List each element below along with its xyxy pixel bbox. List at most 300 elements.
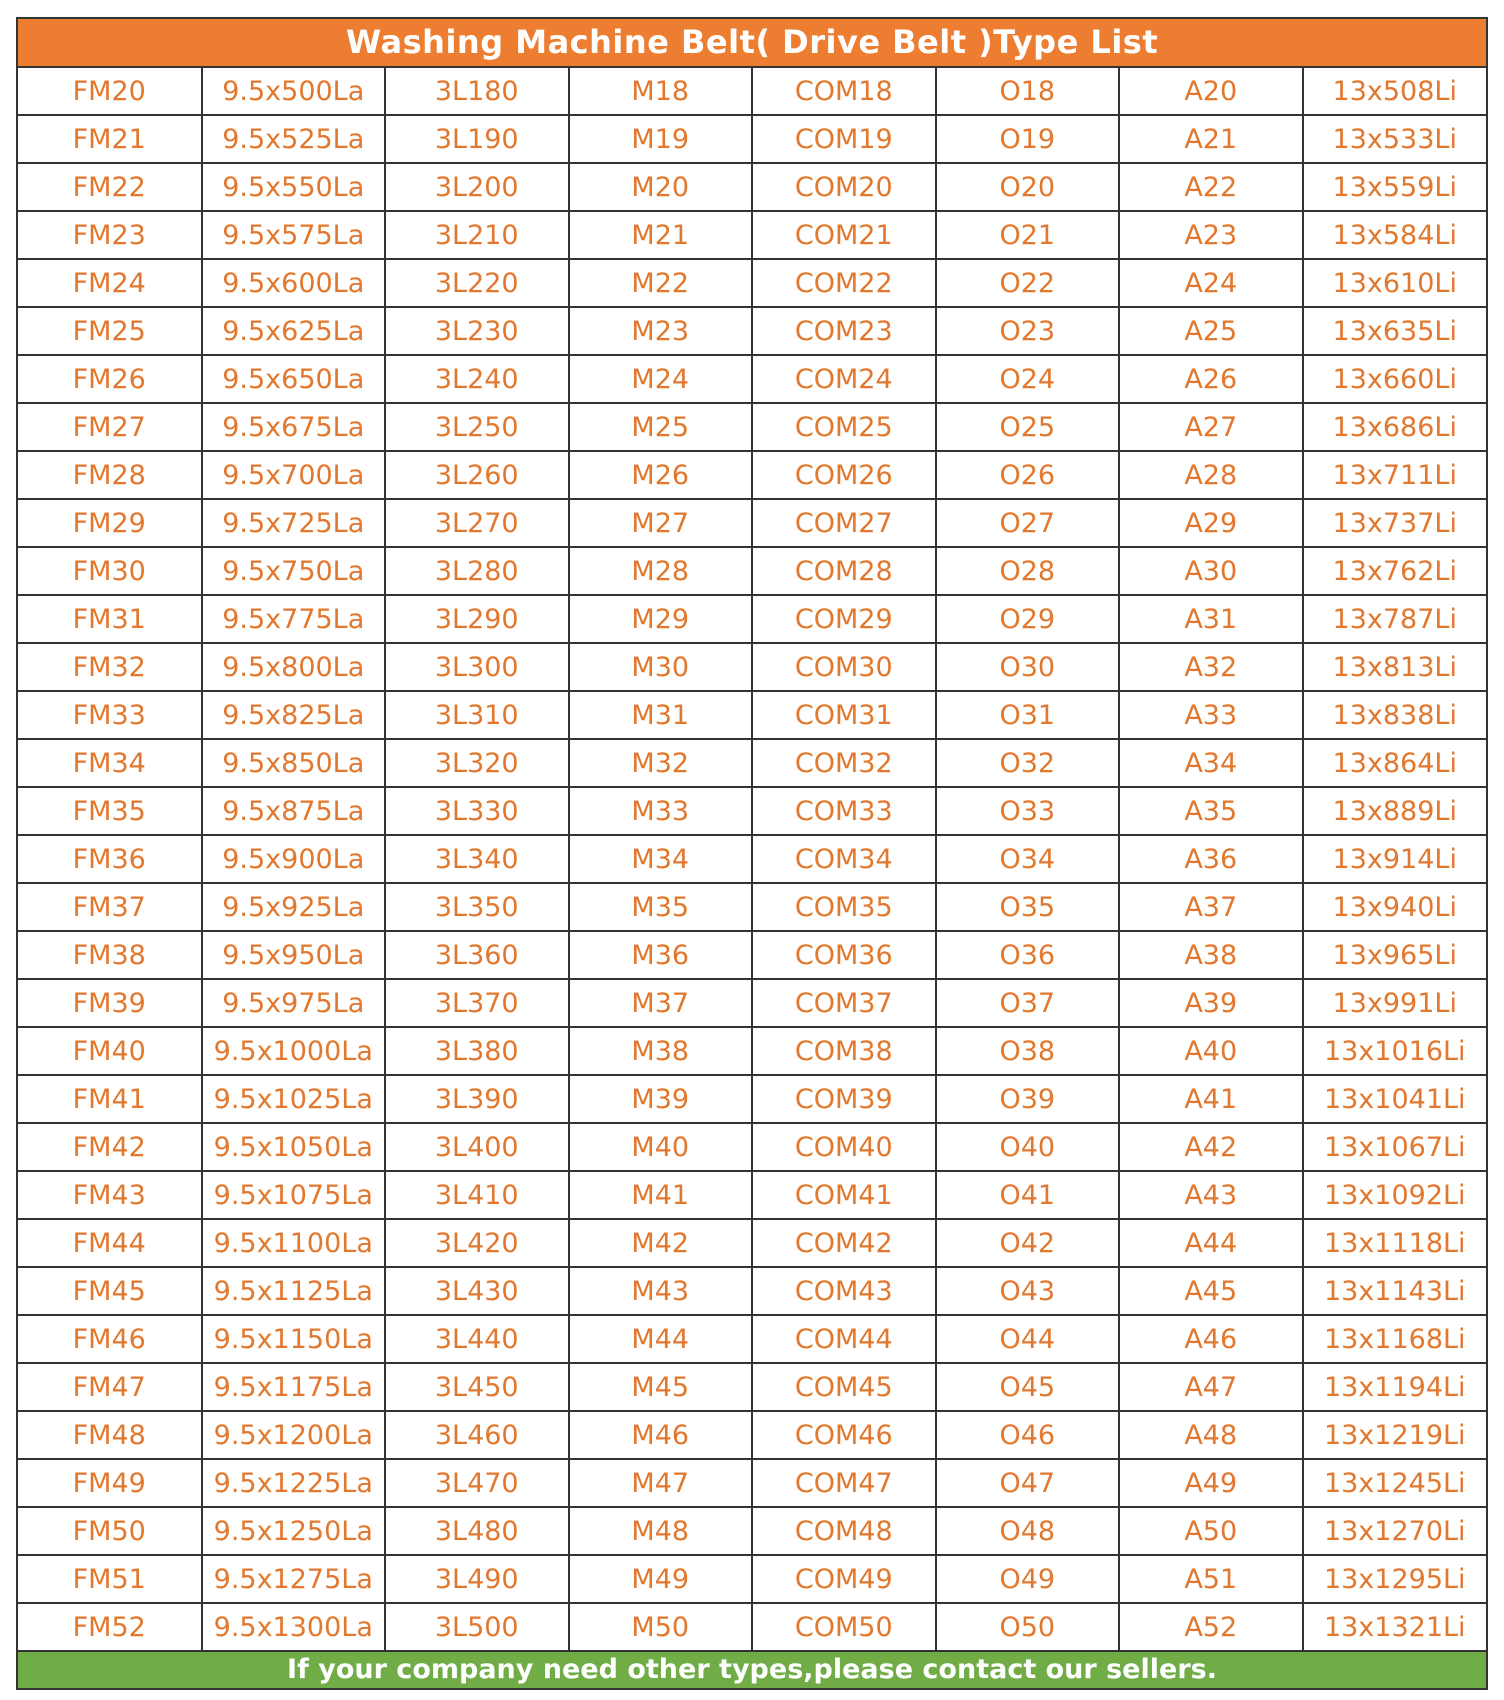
table-cell: 9.5x750La <box>202 547 386 595</box>
table-row <box>18 1603 1486 1650</box>
table-cell: 3L350 <box>385 883 569 931</box>
table-row <box>18 787 1486 835</box>
table-cell: M42 <box>569 1219 753 1267</box>
table-cell: 9.5x1200La <box>202 1411 386 1459</box>
table-cell: FM38 <box>18 931 202 979</box>
table-cell: 13x1194Li <box>1303 1363 1487 1411</box>
table-cell: 13x991Li <box>1303 979 1487 1027</box>
table-cell: O43 <box>936 1267 1120 1315</box>
table-row <box>18 595 1486 643</box>
table-cell: FM36 <box>18 835 202 883</box>
table-cell: 3L460 <box>385 1411 569 1459</box>
table-cell: A36 <box>1119 835 1303 883</box>
table-cell: FM51 <box>18 1555 202 1603</box>
table-cell: 13x1219Li <box>1303 1411 1487 1459</box>
table-cell: 9.5x1250La <box>202 1507 386 1555</box>
table-cell: FM52 <box>18 1603 202 1650</box>
table-cell: 9.5x1175La <box>202 1363 386 1411</box>
table-cell: O23 <box>936 307 1120 355</box>
table-cell: A48 <box>1119 1411 1303 1459</box>
table-row <box>18 1363 1486 1411</box>
table-row <box>18 1507 1486 1555</box>
table-cell: O25 <box>936 403 1120 451</box>
table-cell: O22 <box>936 259 1120 307</box>
table-cell: COM49 <box>752 1555 936 1603</box>
table-cell: 9.5x600La <box>202 259 386 307</box>
table-cell: M39 <box>569 1075 753 1123</box>
table-cell: A46 <box>1119 1315 1303 1363</box>
table-cell: O46 <box>936 1411 1120 1459</box>
table-cell: O34 <box>936 835 1120 883</box>
table-cell: A50 <box>1119 1507 1303 1555</box>
table-cell: FM20 <box>18 68 202 115</box>
table-cell: FM31 <box>18 595 202 643</box>
table-row <box>18 403 1486 451</box>
table-cell: COM37 <box>752 979 936 1027</box>
table-cell: FM43 <box>18 1171 202 1219</box>
table-row <box>18 355 1486 403</box>
table-cell: M38 <box>569 1027 753 1075</box>
table-cell: COM40 <box>752 1123 936 1171</box>
table-cell: 13x889Li <box>1303 787 1487 835</box>
table-cell: O42 <box>936 1219 1120 1267</box>
table-row <box>18 163 1486 211</box>
table-cell: 9.5x950La <box>202 931 386 979</box>
table-cell: O30 <box>936 643 1120 691</box>
table-cell: COM38 <box>752 1027 936 1075</box>
table-cell: 3L250 <box>385 403 569 451</box>
table-cell: 3L260 <box>385 451 569 499</box>
table-cell: 3L430 <box>385 1267 569 1315</box>
table-cell: A51 <box>1119 1555 1303 1603</box>
table-cell: M44 <box>569 1315 753 1363</box>
table-cell: A47 <box>1119 1363 1303 1411</box>
table-cell: O18 <box>936 68 1120 115</box>
table-cell: 13x737Li <box>1303 499 1487 547</box>
table-cell: 9.5x1275La <box>202 1555 386 1603</box>
table-cell: 3L500 <box>385 1603 569 1650</box>
table-cell: 3L360 <box>385 931 569 979</box>
table-cell: O38 <box>936 1027 1120 1075</box>
table-row <box>18 1075 1486 1123</box>
table-cell: M24 <box>569 355 753 403</box>
table-cell: A25 <box>1119 307 1303 355</box>
table-cell: COM33 <box>752 787 936 835</box>
table-cell: 9.5x1075La <box>202 1171 386 1219</box>
belt-type-list-sheet <box>16 17 1488 1690</box>
table-row <box>18 739 1486 787</box>
table-cell: M45 <box>569 1363 753 1411</box>
table-cell: 3L290 <box>385 595 569 643</box>
table-cell: 9.5x700La <box>202 451 386 499</box>
table-cell: O36 <box>936 931 1120 979</box>
table-cell: FM29 <box>18 499 202 547</box>
table-cell: 3L410 <box>385 1171 569 1219</box>
table-cell: A40 <box>1119 1027 1303 1075</box>
table-cell: 13x686Li <box>1303 403 1487 451</box>
table-cell: A29 <box>1119 499 1303 547</box>
table-cell: 3L230 <box>385 307 569 355</box>
table-cell: M19 <box>569 115 753 163</box>
table-cell: 9.5x875La <box>202 787 386 835</box>
table-cell: O31 <box>936 691 1120 739</box>
table-cell: COM32 <box>752 739 936 787</box>
table-cell: 3L480 <box>385 1507 569 1555</box>
table-cell: M22 <box>569 259 753 307</box>
table-row <box>18 1027 1486 1075</box>
table-cell: O39 <box>936 1075 1120 1123</box>
table-body <box>18 68 1486 1650</box>
table-cell: O28 <box>936 547 1120 595</box>
table-cell: 13x1295Li <box>1303 1555 1487 1603</box>
table-cell: A32 <box>1119 643 1303 691</box>
table-cell: COM31 <box>752 691 936 739</box>
table-cell: 3L450 <box>385 1363 569 1411</box>
table-cell: M34 <box>569 835 753 883</box>
table-cell: O44 <box>936 1315 1120 1363</box>
table-cell: COM19 <box>752 115 936 163</box>
table-row <box>18 1411 1486 1459</box>
table-cell: M47 <box>569 1459 753 1507</box>
table-cell: A44 <box>1119 1219 1303 1267</box>
table-cell: 3L240 <box>385 355 569 403</box>
table-row <box>18 1267 1486 1315</box>
table-cell: 3L320 <box>385 739 569 787</box>
table-cell: A34 <box>1119 739 1303 787</box>
table-cell: O27 <box>936 499 1120 547</box>
table-cell: COM41 <box>752 1171 936 1219</box>
table-cell: COM44 <box>752 1315 936 1363</box>
table-cell: M37 <box>569 979 753 1027</box>
table-cell: A26 <box>1119 355 1303 403</box>
table-cell: FM46 <box>18 1315 202 1363</box>
table-cell: M49 <box>569 1555 753 1603</box>
footer-note: If your company need other types,please contact our sellers. <box>18 1650 1486 1688</box>
table-cell: A33 <box>1119 691 1303 739</box>
belt-type-table <box>18 68 1486 1650</box>
table-row <box>18 931 1486 979</box>
table-cell: COM34 <box>752 835 936 883</box>
table-cell: COM35 <box>752 883 936 931</box>
table-row <box>18 883 1486 931</box>
table-row <box>18 68 1486 115</box>
table-cell: FM48 <box>18 1411 202 1459</box>
table-cell: 13x635Li <box>1303 307 1487 355</box>
table-row <box>18 1459 1486 1507</box>
table-cell: FM22 <box>18 163 202 211</box>
table-cell: COM29 <box>752 595 936 643</box>
table-cell: 9.5x900La <box>202 835 386 883</box>
table-cell: FM37 <box>18 883 202 931</box>
table-cell: 13x1067Li <box>1303 1123 1487 1171</box>
table-cell: A31 <box>1119 595 1303 643</box>
table-cell: A43 <box>1119 1171 1303 1219</box>
table-cell: 3L330 <box>385 787 569 835</box>
table-cell: COM30 <box>752 643 936 691</box>
table-row <box>18 547 1486 595</box>
table-cell: COM48 <box>752 1507 936 1555</box>
table-cell: M21 <box>569 211 753 259</box>
table-cell: 3L380 <box>385 1027 569 1075</box>
table-cell: M28 <box>569 547 753 595</box>
table-cell: FM30 <box>18 547 202 595</box>
table-cell: A30 <box>1119 547 1303 595</box>
table-cell: FM40 <box>18 1027 202 1075</box>
table-cell: COM27 <box>752 499 936 547</box>
table-cell: 13x787Li <box>1303 595 1487 643</box>
table-cell: 3L310 <box>385 691 569 739</box>
table-cell: 3L270 <box>385 499 569 547</box>
table-cell: 3L420 <box>385 1219 569 1267</box>
table-cell: COM47 <box>752 1459 936 1507</box>
table-cell: 3L210 <box>385 211 569 259</box>
table-cell: M40 <box>569 1123 753 1171</box>
table-cell: A41 <box>1119 1075 1303 1123</box>
table-cell: O49 <box>936 1555 1120 1603</box>
table-cell: M33 <box>569 787 753 835</box>
table-cell: M32 <box>569 739 753 787</box>
table-cell: 13x559Li <box>1303 163 1487 211</box>
table-cell: A45 <box>1119 1267 1303 1315</box>
table-cell: A38 <box>1119 931 1303 979</box>
table-row <box>18 835 1486 883</box>
table-cell: 13x1245Li <box>1303 1459 1487 1507</box>
table-cell: 9.5x1150La <box>202 1315 386 1363</box>
table-cell: M20 <box>569 163 753 211</box>
table-cell: COM26 <box>752 451 936 499</box>
table-cell: 13x1041Li <box>1303 1075 1487 1123</box>
table-cell: COM50 <box>752 1603 936 1650</box>
table-cell: 13x508Li <box>1303 68 1487 115</box>
table-cell: A35 <box>1119 787 1303 835</box>
table-cell: FM45 <box>18 1267 202 1315</box>
table-cell: FM23 <box>18 211 202 259</box>
table-cell: 9.5x1000La <box>202 1027 386 1075</box>
table-cell: FM34 <box>18 739 202 787</box>
table-cell: 13x813Li <box>1303 643 1487 691</box>
table-cell: 3L190 <box>385 115 569 163</box>
table-cell: O24 <box>936 355 1120 403</box>
table-cell: 9.5x925La <box>202 883 386 931</box>
table-cell: FM21 <box>18 115 202 163</box>
table-cell: 9.5x850La <box>202 739 386 787</box>
table-cell: 13x864Li <box>1303 739 1487 787</box>
table-cell: 13x965Li <box>1303 931 1487 979</box>
table-cell: FM47 <box>18 1363 202 1411</box>
table-cell: 13x660Li <box>1303 355 1487 403</box>
table-cell: 9.5x1025La <box>202 1075 386 1123</box>
table-row <box>18 1219 1486 1267</box>
table-cell: A27 <box>1119 403 1303 451</box>
table-cell: 13x1016Li <box>1303 1027 1487 1075</box>
table-cell: FM32 <box>18 643 202 691</box>
table-cell: A49 <box>1119 1459 1303 1507</box>
table-cell: 13x914Li <box>1303 835 1487 883</box>
table-cell: 13x838Li <box>1303 691 1487 739</box>
table-cell: 13x1270Li <box>1303 1507 1487 1555</box>
table-cell: FM35 <box>18 787 202 835</box>
table-cell: 9.5x1100La <box>202 1219 386 1267</box>
table-cell: 13x584Li <box>1303 211 1487 259</box>
table-cell: A52 <box>1119 1603 1303 1650</box>
table-cell: 9.5x675La <box>202 403 386 451</box>
table-cell: 9.5x825La <box>202 691 386 739</box>
table-cell: O33 <box>936 787 1120 835</box>
table-cell: A21 <box>1119 115 1303 163</box>
table-cell: A22 <box>1119 163 1303 211</box>
table-cell: M27 <box>569 499 753 547</box>
table-cell: 9.5x500La <box>202 68 386 115</box>
table-cell: 9.5x1300La <box>202 1603 386 1650</box>
table-cell: M26 <box>569 451 753 499</box>
table-row <box>18 1171 1486 1219</box>
table-cell: M23 <box>569 307 753 355</box>
table-cell: COM46 <box>752 1411 936 1459</box>
table-cell: O26 <box>936 451 1120 499</box>
table-cell: M18 <box>569 68 753 115</box>
table-cell: COM22 <box>752 259 936 307</box>
table-cell: 13x762Li <box>1303 547 1487 595</box>
table-cell: A39 <box>1119 979 1303 1027</box>
table-cell: 13x1321Li <box>1303 1603 1487 1650</box>
table-cell: 13x1168Li <box>1303 1315 1487 1363</box>
table-cell: O35 <box>936 883 1120 931</box>
table-cell: FM33 <box>18 691 202 739</box>
table-cell: 13x533Li <box>1303 115 1487 163</box>
table-cell: 9.5x800La <box>202 643 386 691</box>
table-cell: O41 <box>936 1171 1120 1219</box>
table-cell: 3L280 <box>385 547 569 595</box>
table-cell: COM25 <box>752 403 936 451</box>
table-cell: COM18 <box>752 68 936 115</box>
table-cell: O48 <box>936 1507 1120 1555</box>
table-cell: 3L440 <box>385 1315 569 1363</box>
table-cell: M30 <box>569 643 753 691</box>
table-cell: 3L340 <box>385 835 569 883</box>
table-cell: 9.5x1225La <box>202 1459 386 1507</box>
table-cell: COM45 <box>752 1363 936 1411</box>
table-cell: O40 <box>936 1123 1120 1171</box>
table-cell: 3L220 <box>385 259 569 307</box>
table-cell: FM25 <box>18 307 202 355</box>
table-row <box>18 979 1486 1027</box>
table-row <box>18 115 1486 163</box>
table-row <box>18 451 1486 499</box>
table-cell: A28 <box>1119 451 1303 499</box>
table-cell: O32 <box>936 739 1120 787</box>
table-row <box>18 499 1486 547</box>
table-cell: M31 <box>569 691 753 739</box>
table-cell: O19 <box>936 115 1120 163</box>
table-cell: O47 <box>936 1459 1120 1507</box>
table-cell: A23 <box>1119 211 1303 259</box>
table-cell: A42 <box>1119 1123 1303 1171</box>
table-cell: M35 <box>569 883 753 931</box>
table-cell: FM39 <box>18 979 202 1027</box>
table-cell: COM36 <box>752 931 936 979</box>
table-cell: A37 <box>1119 883 1303 931</box>
table-row <box>18 259 1486 307</box>
table-row <box>18 1123 1486 1171</box>
table-cell: M25 <box>569 403 753 451</box>
table-cell: O37 <box>936 979 1120 1027</box>
table-cell: 3L370 <box>385 979 569 1027</box>
table-cell: 9.5x1050La <box>202 1123 386 1171</box>
table-cell: 13x1092Li <box>1303 1171 1487 1219</box>
table-cell: FM41 <box>18 1075 202 1123</box>
table-cell: O21 <box>936 211 1120 259</box>
table-cell: FM44 <box>18 1219 202 1267</box>
table-cell: A20 <box>1119 68 1303 115</box>
table-cell: 9.5x525La <box>202 115 386 163</box>
table-cell: 13x940Li <box>1303 883 1487 931</box>
table-cell: COM24 <box>752 355 936 403</box>
table-cell: O45 <box>936 1363 1120 1411</box>
table-cell: 9.5x725La <box>202 499 386 547</box>
table-cell: 9.5x575La <box>202 211 386 259</box>
table-row <box>18 307 1486 355</box>
table-cell: M43 <box>569 1267 753 1315</box>
table-cell: 3L200 <box>385 163 569 211</box>
table-row <box>18 211 1486 259</box>
table-cell: O20 <box>936 163 1120 211</box>
table-cell: M41 <box>569 1171 753 1219</box>
table-row <box>18 691 1486 739</box>
table-cell: 9.5x775La <box>202 595 386 643</box>
table-row <box>18 643 1486 691</box>
table-cell: FM24 <box>18 259 202 307</box>
table-cell: COM39 <box>752 1075 936 1123</box>
table-cell: FM28 <box>18 451 202 499</box>
table-cell: 13x1143Li <box>1303 1267 1487 1315</box>
table-cell: 13x610Li <box>1303 259 1487 307</box>
table-cell: FM27 <box>18 403 202 451</box>
table-cell: O29 <box>936 595 1120 643</box>
table-cell: FM42 <box>18 1123 202 1171</box>
table-cell: 13x711Li <box>1303 451 1487 499</box>
table-cell: A24 <box>1119 259 1303 307</box>
table-cell: 3L300 <box>385 643 569 691</box>
table-cell: 3L180 <box>385 68 569 115</box>
table-cell: 9.5x650La <box>202 355 386 403</box>
table-cell: 13x1118Li <box>1303 1219 1487 1267</box>
table-cell: M36 <box>569 931 753 979</box>
table-cell: 9.5x625La <box>202 307 386 355</box>
table-row <box>18 1555 1486 1603</box>
table-cell: 3L390 <box>385 1075 569 1123</box>
sheet-title: Washing Machine Belt( Drive Belt )Type List <box>18 19 1486 68</box>
table-cell: M50 <box>569 1603 753 1650</box>
table-cell: COM42 <box>752 1219 936 1267</box>
table-cell: 3L490 <box>385 1555 569 1603</box>
table-cell: M48 <box>569 1507 753 1555</box>
table-cell: COM20 <box>752 163 936 211</box>
table-cell: 9.5x975La <box>202 979 386 1027</box>
table-cell: M29 <box>569 595 753 643</box>
table-cell: COM28 <box>752 547 936 595</box>
table-cell: COM23 <box>752 307 936 355</box>
table-cell: COM43 <box>752 1267 936 1315</box>
table-cell: M46 <box>569 1411 753 1459</box>
table-cell: 3L470 <box>385 1459 569 1507</box>
table-cell: 9.5x1125La <box>202 1267 386 1315</box>
table-cell: FM26 <box>18 355 202 403</box>
table-cell: 3L400 <box>385 1123 569 1171</box>
table-row <box>18 1315 1486 1363</box>
table-cell: 9.5x550La <box>202 163 386 211</box>
table-cell: FM50 <box>18 1507 202 1555</box>
table-cell: FM49 <box>18 1459 202 1507</box>
